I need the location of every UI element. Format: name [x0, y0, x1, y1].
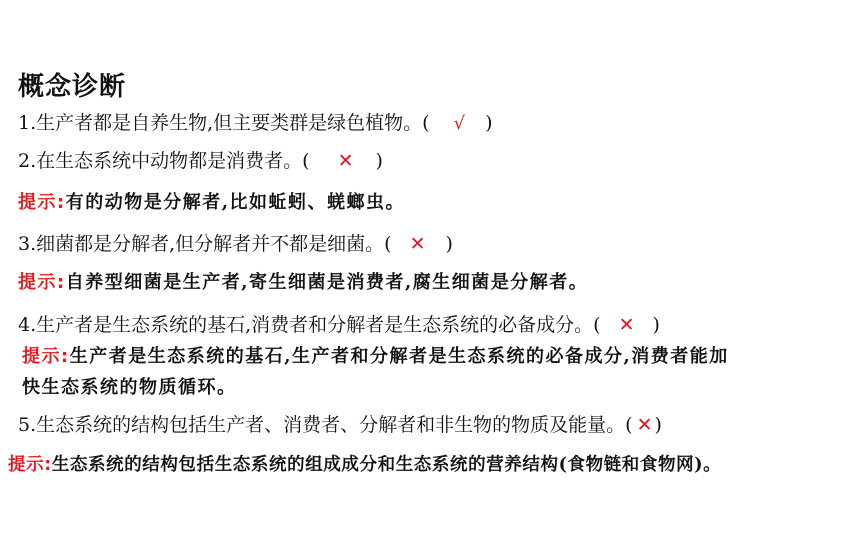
hint-4 — [22, 344, 729, 370]
question-3-close-paren: ) — [445, 233, 453, 255]
question-4-open-paren: ( — [593, 314, 601, 336]
answer-mark-2-cross: ✕ — [337, 150, 354, 172]
answer-mark-4-cross: ✕ — [618, 314, 635, 336]
question-5-close-paren: ) — [654, 414, 662, 436]
hint-2-text: 有的动物是分解者,比如蚯蚓、蜣螂虫。 — [65, 192, 405, 213]
hint-3-label: 提示: — [18, 272, 66, 293]
hint-2-label: 提示: — [18, 192, 66, 213]
question-1 — [18, 110, 493, 137]
hint-3-text: 自养型细菌是生产者,寄生细菌是消费者,腐生细菌是分解者。 — [65, 272, 589, 293]
question-5-open-paren: ( — [625, 414, 633, 436]
question-5 — [18, 412, 662, 438]
page-title: 概念诊断 — [18, 72, 127, 102]
question-2-close-paren: ) — [375, 150, 383, 172]
question-2-text: 2.在生态系统中动物都是消费者。 — [18, 150, 303, 172]
question-1-text: 1.生产者都是自养生物,但主要类群是绿色植物。 — [18, 112, 423, 134]
question-4-text: 4.生产者是生态系统的基石,消费者和分解者是生态系统的必备成分。 — [18, 314, 594, 336]
answer-mark-5-cross: ✕ — [636, 414, 653, 436]
hint-2 — [18, 190, 405, 216]
hint-5-text: 生态系统的结构包括生态系统的组成成分和生态系统的营养结构(食物链和食物网)。 — [51, 455, 722, 475]
hint-4-label: 提示: — [22, 346, 70, 367]
question-3-open-paren: ( — [384, 233, 392, 255]
hint-3 — [18, 270, 588, 296]
question-1-close-paren: ) — [485, 112, 493, 134]
hint-4-text: 生产者是生态系统的基石,生产者和分解者是生态系统的必备成分,消费者能加 — [69, 346, 729, 367]
question-5-text: 5.生态系统的结构包括生产者、消费者、分解者和非生物的物质及能量。 — [18, 414, 626, 436]
question-2 — [18, 148, 383, 174]
question-3 — [18, 231, 453, 257]
answer-mark-3-cross: ✕ — [409, 233, 426, 255]
question-4-close-paren: ) — [652, 314, 660, 336]
question-3-text: 3.细菌都是分解者,但分解者并不都是细菌。 — [18, 233, 385, 255]
hint-5 — [8, 452, 721, 478]
hint-4-continuation: 快生态系统的物质循环。 — [22, 377, 237, 398]
question-4 — [18, 312, 660, 338]
question-1-open-paren: ( — [422, 112, 430, 134]
hint-5-label: 提示: — [8, 455, 52, 475]
answer-mark-1-check: √ — [453, 113, 466, 134]
question-2-open-paren: ( — [302, 150, 310, 172]
